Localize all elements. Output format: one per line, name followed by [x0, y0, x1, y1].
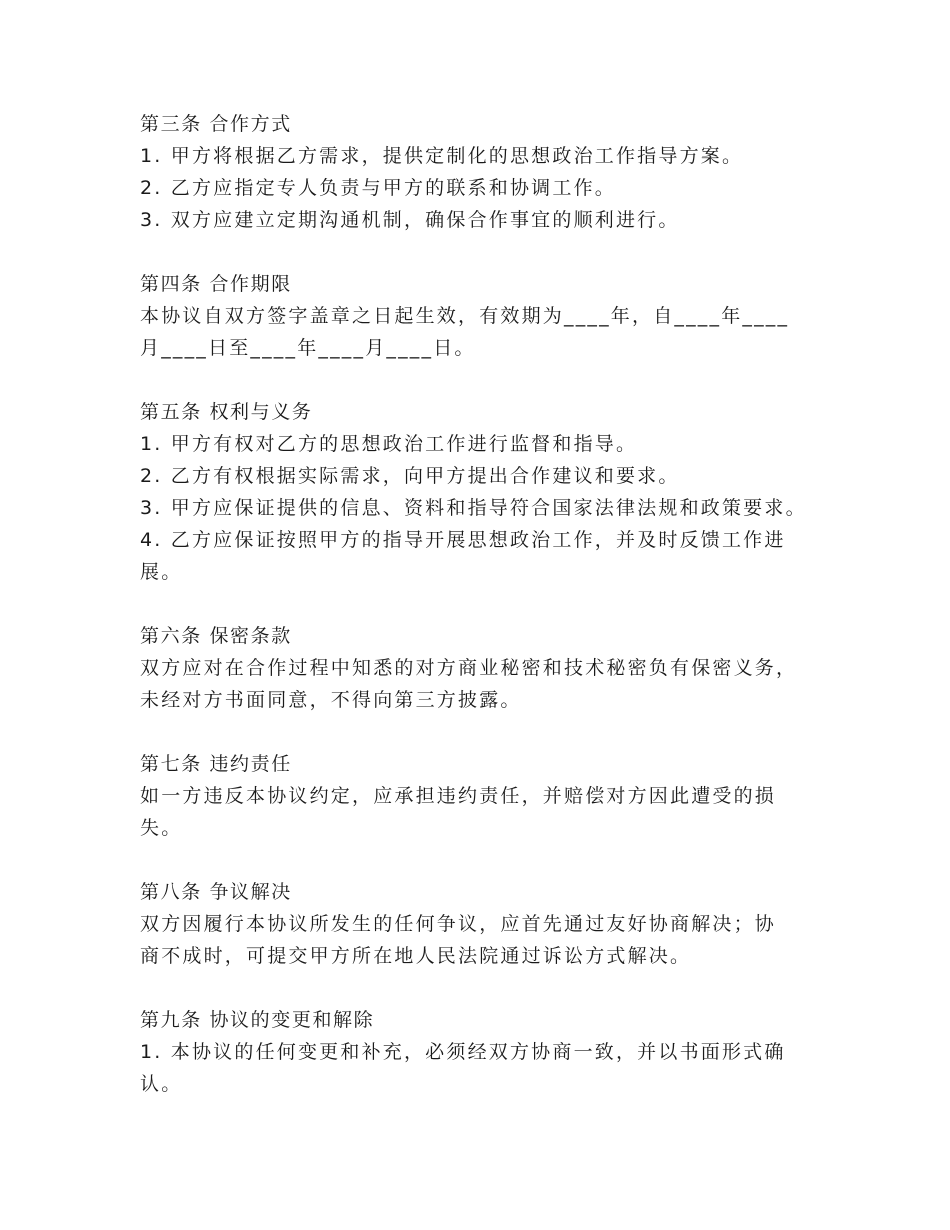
article-heading: 第五条 权利与义务 — [140, 401, 313, 423]
article-line: 3. 双方应建立定期沟通机制，确保合作事宜的顺利进行。 — [140, 209, 680, 231]
article-heading: 第八条 争议解决 — [140, 881, 292, 903]
article-line: 失。 — [140, 817, 183, 839]
article-heading: 第六条 保密条款 — [140, 625, 292, 647]
article-line: 3. 甲方应保证提供的信息、资料和指导符合国家法律法规和政策要求。 — [140, 497, 807, 519]
article-5 — [140, 396, 830, 588]
article-line: 月____日至____年____月____日。 — [140, 337, 476, 359]
article-line: 展。 — [140, 561, 183, 583]
article-9 — [140, 1004, 830, 1100]
article-line: 双方因履行本协议所发生的任何争议，应首先通过友好协商解决；协 — [140, 913, 777, 935]
article-line: 2. 乙方有权根据实际需求，向甲方提出合作建议和要求。 — [140, 465, 680, 487]
article-line: 双方应对在合作过程中知悉的对方商业秘密和技术秘密负有保密义务， — [140, 657, 798, 679]
article-line: 如一方违反本协议约定，应承担违约责任，并赔偿对方因此遭受的损 — [140, 785, 777, 807]
article-heading: 第四条 合作期限 — [140, 273, 292, 295]
article-heading: 第七条 违约责任 — [140, 753, 292, 775]
article-line: 1. 甲方有权对乙方的思想政治工作进行监督和指导。 — [140, 433, 638, 455]
document-body — [140, 108, 830, 1132]
article-line: 1. 本协议的任何变更和补充，必须经双方协商一致，并以书面形式确 — [140, 1041, 786, 1063]
article-line: 4. 乙方应保证按照甲方的指导开展思想政治工作，并及时反馈工作进 — [140, 529, 786, 551]
article-line: 2. 乙方应指定专人负责与甲方的联系和协调工作。 — [140, 177, 616, 199]
article-4 — [140, 268, 830, 364]
article-6 — [140, 620, 830, 716]
article-line: 商不成时，可提交甲方所在地人民法院通过诉讼方式解决。 — [140, 945, 692, 967]
article-line: 未经对方书面同意，不得向第三方披露。 — [140, 689, 522, 711]
article-line: 本协议自双方签字盖章之日起生效，有效期为____年，自____年____ — [140, 305, 790, 327]
article-line: 1. 甲方将根据乙方需求，提供定制化的思想政治工作指导方案。 — [140, 145, 744, 167]
article-heading: 第三条 合作方式 — [140, 113, 292, 135]
article-3 — [140, 108, 830, 236]
article-8 — [140, 876, 830, 972]
article-7 — [140, 748, 830, 844]
article-heading: 第九条 协议的变更和解除 — [140, 1009, 375, 1031]
article-line: 认。 — [140, 1073, 183, 1095]
